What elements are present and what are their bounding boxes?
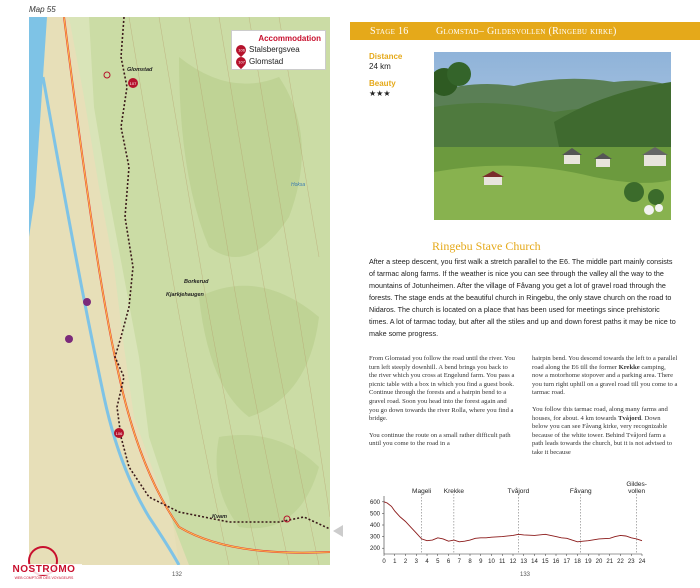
elevation-line bbox=[384, 502, 642, 542]
route-map[interactable] bbox=[29, 17, 330, 565]
landmark-label: vollen bbox=[628, 488, 646, 495]
landmark-label: Krekke bbox=[443, 488, 464, 495]
x-tick-label: 1 bbox=[393, 559, 397, 565]
x-tick-label: 18 bbox=[574, 559, 581, 565]
landmark-label: Mageli bbox=[412, 488, 432, 495]
x-tick-label: 15 bbox=[541, 559, 549, 565]
elevation-chart bbox=[350, 474, 700, 566]
nostromo-logo bbox=[4, 546, 84, 582]
x-tick-label: 3 bbox=[414, 559, 418, 565]
x-tick-label: 19 bbox=[584, 559, 592, 565]
landscape-image bbox=[434, 52, 671, 220]
elevation-profile bbox=[350, 474, 700, 566]
map-label-borkerud: Borkerud bbox=[184, 279, 209, 285]
route-paragraph: You follow this tarmac road, along many farms and houses, for about. 4 km towards Tvåjord. Down below you can see Fåvang kirke, very recognizable because of the white tower. Behind Tvåjord farm a path leads towards the church, but it is not advised to take it because bbox=[532, 405, 673, 456]
page-number-right: 133 bbox=[520, 572, 531, 578]
map-caption: Map 55 bbox=[29, 5, 56, 14]
x-tick-label: 7 bbox=[457, 559, 461, 565]
accommodation-marker-106[interactable] bbox=[114, 428, 124, 438]
stage-header-bar bbox=[350, 22, 700, 40]
x-tick-label: 4 bbox=[425, 559, 429, 565]
x-tick-label: 11 bbox=[499, 559, 506, 565]
x-tick-label: 13 bbox=[520, 559, 528, 565]
logo-tagline: WEB COMPTOIR DES VOYAGEURS bbox=[14, 576, 74, 580]
page-nav-arrow-icon[interactable] bbox=[333, 525, 343, 537]
y-tick-label: 200 bbox=[369, 546, 380, 553]
x-tick-label: 2 bbox=[403, 559, 408, 565]
valley-photo bbox=[434, 52, 671, 220]
svg-text:106: 106 bbox=[115, 431, 123, 436]
distance-label: Distance bbox=[369, 52, 403, 61]
x-tick-label: 17 bbox=[563, 559, 571, 565]
map-label-hoksa: Hoksa bbox=[291, 182, 306, 188]
x-tick-label: 23 bbox=[627, 559, 635, 565]
x-tick-label: 12 bbox=[509, 559, 517, 565]
place-name: Tvåjord bbox=[618, 414, 642, 422]
x-tick-label: 21 bbox=[606, 559, 614, 565]
map-label-kvam: Kvam bbox=[212, 514, 227, 520]
legend-item bbox=[236, 44, 321, 55]
distance-value: 24 km bbox=[369, 62, 391, 71]
y-tick-label: 500 bbox=[369, 511, 380, 518]
x-tick-label: 8 bbox=[468, 559, 472, 565]
right-page bbox=[350, 0, 700, 588]
x-tick-label: 20 bbox=[595, 559, 603, 565]
beauty-rating: ★★★ bbox=[369, 89, 391, 98]
map-label-kjarkjehaugen: Kjarkjehaugen bbox=[166, 292, 204, 298]
stage-title: Glomstad– Gildesvollen (Ringebu kirke) bbox=[436, 25, 617, 37]
logo-text: NOSTROMO bbox=[6, 564, 82, 575]
landmark-label: Fåvang bbox=[569, 488, 592, 495]
svg-text:107: 107 bbox=[129, 81, 137, 86]
landmark-label: Tvåjord bbox=[507, 488, 530, 495]
text-column-right bbox=[532, 355, 678, 466]
stage-label: Stage 16 bbox=[370, 25, 409, 37]
map-graphic bbox=[29, 17, 330, 565]
x-tick-label: 14 bbox=[531, 559, 538, 565]
beauty-label: Beauty bbox=[369, 79, 396, 88]
x-tick-label: 6 bbox=[446, 559, 451, 565]
route-paragraph: You continue the route on a small rather difficult path until you come to the road in a bbox=[369, 431, 511, 448]
x-tick-label: 9 bbox=[479, 559, 483, 565]
map-label-glomstad: Glomstad bbox=[127, 67, 153, 73]
x-tick-label: 0 bbox=[382, 559, 386, 565]
legend-item bbox=[236, 56, 321, 67]
y-tick-label: 600 bbox=[369, 499, 380, 506]
place-name: Krekke bbox=[618, 363, 640, 371]
page-number-left: 132 bbox=[172, 572, 183, 578]
x-tick-label: 22 bbox=[617, 559, 624, 565]
route-paragraph: From Glomstad you follow the road until the river. You turn left steeply downhill. A bend brings you back to the river which you cross at Engelund farm. You pass a picnic table with a box in which you find a guest book. Continue through the forests and a hairpin bend to a gravel road. Soon you head into the forest again and you go down towards the river Rolla, where you find a bridge. bbox=[369, 355, 515, 423]
text-column-left bbox=[369, 355, 515, 457]
x-tick-label: 5 bbox=[436, 559, 440, 565]
accommodation-marker-107[interactable] bbox=[128, 78, 138, 88]
distance-block bbox=[369, 52, 402, 71]
map-legend bbox=[231, 30, 326, 70]
x-tick-label: 24 bbox=[638, 559, 646, 565]
accommodation-pin-icon: 107 bbox=[234, 54, 248, 68]
landmark-label: Gildes- bbox=[626, 481, 647, 488]
legend-item-label: Glomstad bbox=[249, 57, 284, 66]
beauty-block bbox=[369, 79, 396, 98]
x-tick-label: 16 bbox=[552, 559, 560, 565]
y-tick-label: 300 bbox=[369, 534, 380, 541]
route-paragraph: hairpin bend. You descend towards the left to a parallel road along the E6 till the former Krekke camping, now a motorhome stopover and a parking area. There you turn right uphill on a gravel road till you come to a tarmac road. bbox=[532, 355, 678, 397]
x-tick-label: 10 bbox=[488, 559, 495, 565]
intro-paragraph: After a steep descent, you first walk a stretch parallel to the E6. The middle part mainly consists of tarmac along farms. If the weather is nice you can see through the valley all the way to the mountains of Jotunheimen. After the village of Fåvang you get a lot of gravel road through the forests. The stage ends at the beautiful church in Ringebu, the only stave church on the road to Nidaros. The church is located on a place that has been used for meetings since prehistoric times. A lot of tarmac today, but after all the stiles and up and down forest paths it may be nice to make some progress. bbox=[369, 257, 676, 338]
legend-title: Accommodation bbox=[258, 34, 321, 43]
legend-item-label: Stalsbergsvea bbox=[249, 45, 300, 54]
y-tick-label: 400 bbox=[369, 523, 380, 529]
accommodation-pin-icon: 106 bbox=[234, 42, 248, 56]
section-title: Ringebu Stave Church bbox=[432, 239, 541, 253]
